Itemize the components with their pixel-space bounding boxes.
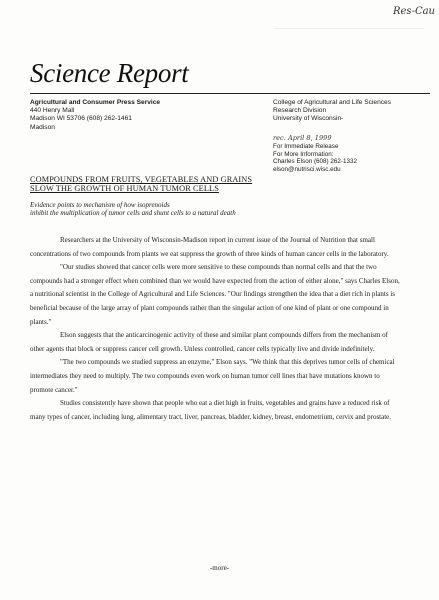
city: Madison — [30, 123, 55, 131]
body-paragraph: "The two compounds we studied suppress an enzyme," Elson says. "We think that this deprives tumor cells of chemical intermediates they need to multiply. The two compounds even work on human tumor cell lines that have mutations known to promote cancer." — [30, 358, 395, 394]
headline-line-1: COMPOUNDS FROM FRUITS, VEGETABLES AND GRAINS — [30, 175, 253, 184]
body-paragraph: "Our studies showed that cancer cells were more sensitive to these compounds than normal cells and that the two compounds had a stronger effect when combined than we would have expected from the action of either alone," says Charles Elson, a nutritional scientist in the College of Agricultural and Life Sciences. "Our findings strengthen the idea that a diet rich in plants is beneficial because of the large array of plant compounds rather than the singular action of one kind of plant or one compound in plants." — [30, 263, 400, 326]
division-name: Research Division — [273, 107, 327, 115]
body-paragraph: Elson suggests that the anticarcinogenic activity of these and similar plant compounds differs from the mechanism of other agents that block or suppress cancer cell growth. Unless controlled, cancer cells typically live and divide indefinitely. — [30, 331, 389, 353]
handwritten-corner-note: Res-Cau — [392, 6, 435, 17]
headline-line-2: SLOW THE GROWTH OF HUMAN TUMOR CELLS — [30, 184, 219, 194]
street-address: 440 Henry Mall — [30, 107, 75, 115]
subheadline-line-2: inhibit the multiplication of tumor cells and shunt cells to a natural death — [30, 209, 236, 218]
masthead-title: Science Report — [30, 58, 189, 88]
university-name: University of Wisconsin- — [273, 115, 344, 123]
article-body — [30, 234, 402, 424]
handwritten-received-date: rec. April 8, 1999 — [273, 134, 332, 142]
subheadline — [30, 201, 350, 218]
masthead-rule — [30, 93, 430, 94]
more-info-label: For More Information: — [273, 150, 334, 158]
body-paragraph: Researchers at the University of Wisconsin-Madison report in current issue of the Journal of Nutrition that small concentrations of two compounds from plants we eat suppress the growth of three kinds of human cancer cells in the laboratory. — [30, 236, 389, 258]
continued-marker: -more- — [209, 564, 230, 572]
contact-name-phone: Charles Elson (608) 262-1332 — [273, 158, 358, 166]
city-zip-phone: Madison WI 53706 (608) 262-1461 — [30, 115, 132, 123]
college-name: College of Agricultural and Life Sciences — [273, 99, 392, 106]
college-address — [273, 99, 391, 124]
body-paragraph: Studies consistently have shown that people who eat a diet high in fruits, vegetables and grains have a reduced risk of many types of cancer, including lung, alimentary tract, liver, pancreas, bladder, kidney, breast, endometrium, cervix and prostate. — [30, 399, 392, 421]
press-service-address — [30, 99, 160, 132]
subheadline-line-1: Evidence points to mechanism of how isoprenoids — [30, 201, 170, 209]
release-status: For Immediate Release — [273, 143, 339, 150]
headline — [30, 175, 320, 194]
bleed-through-line — [274, 28, 424, 29]
press-service-name: Agricultural and Consumer Press Service — [30, 99, 161, 106]
contact-email: elson@nutrisci.wisc.edu — [273, 165, 341, 173]
release-contact-block — [273, 143, 357, 173]
